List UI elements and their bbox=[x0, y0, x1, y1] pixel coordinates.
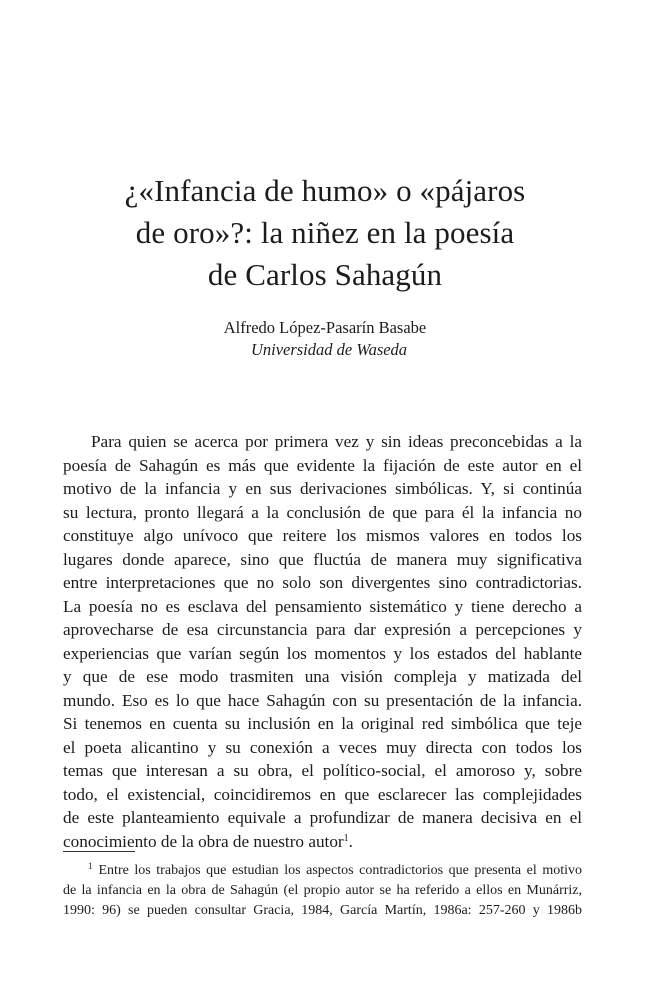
body-line: su lectura, pronto llegará a la conclusión de que para él la infancia no bbox=[63, 502, 582, 522]
body-line: aprovecharse de esa circunstancia para dar expresión a percepciones y bbox=[63, 620, 582, 639]
title-line-1: ¿«Infancia de humo» o «pájaros bbox=[124, 173, 526, 208]
body-line: mundo. Eso es lo que hace Sahagún con su presentación de la infancia. bbox=[63, 690, 582, 710]
footnote-line: de la infancia en la obra de Sahagún (el propio autor se ha referido a ellos en Munárriz, bbox=[63, 883, 582, 898]
body-line: todo, el existencial, coincidiremos en que esclarecer las complejidades bbox=[63, 784, 582, 804]
body-line-last: conocimiento de la obra de nuestro autor$^1$. bbox=[63, 831, 353, 851]
author-affiliation: Universidad de Waseda bbox=[250, 340, 408, 359]
footnote-line-text: Entre los trabajos que estudian los aspectos contradictorios que presenta el motivo bbox=[98, 863, 582, 878]
body-line: el poeta alicantino y su conexión a veces muy directa con todos los bbox=[63, 737, 582, 757]
footnote-line bbox=[63, 861, 582, 881]
body-line: temas que interesan a su obra, el político-social, el amoroso y, sobre bbox=[63, 761, 582, 780]
footnote-reference: 1 bbox=[343, 832, 349, 844]
body-line: lugares donde aparece, sino que fluctúa de manera muy significativa bbox=[63, 549, 582, 569]
body-line: poesía de Sahagún es más que evidente la fijación de este autor en el bbox=[63, 455, 582, 475]
title-line-2: de oro»?: la niñez en la poesía bbox=[135, 215, 515, 250]
footnote-divider bbox=[63, 851, 135, 852]
body-line: Para quien se acerca por primera vez y sin ideas preconcebidas a la bbox=[91, 432, 582, 451]
body-line: La poesía no es esclava del pensamiento sistemático y tiene derecho a bbox=[63, 596, 582, 616]
body-line: motivo de la infancia y en sus derivaciones simbólicas. Y, si continúa bbox=[63, 479, 582, 498]
body-line: constituye algo unívoco que reitere los mismos valores en todos los bbox=[63, 526, 582, 545]
author-name: Alfredo López-Pasarín Basabe bbox=[223, 318, 427, 337]
body-line: entre interpretaciones que no solo son divergentes sino contradictorias. bbox=[63, 573, 582, 592]
body-line-text: conocimiento de la obra de nuestro autor bbox=[63, 831, 344, 851]
body-line: y que de ese modo trasmiten una visión compleja y matizada del bbox=[63, 667, 582, 686]
body-line: experiencias que varían según los momentos y los estados del hablante bbox=[63, 643, 582, 663]
body-line: de este planteamiento equivale a profundizar de manera decisiva en el bbox=[63, 808, 582, 827]
article-title bbox=[0, 170, 650, 296]
body-paragraph bbox=[63, 430, 582, 853]
title-line-3: de Carlos Sahagún bbox=[207, 257, 443, 292]
footnote bbox=[63, 861, 582, 921]
footnote-line: 1990: 96) se pueden consultar Gracia, 1984, García Martín, 1986a: 257-260 y 1986b bbox=[63, 903, 582, 918]
body-line: Si tenemos en cuenta su inclusión en la original red simbólica que teje bbox=[63, 714, 582, 733]
footnote-number: 1 bbox=[88, 861, 93, 871]
